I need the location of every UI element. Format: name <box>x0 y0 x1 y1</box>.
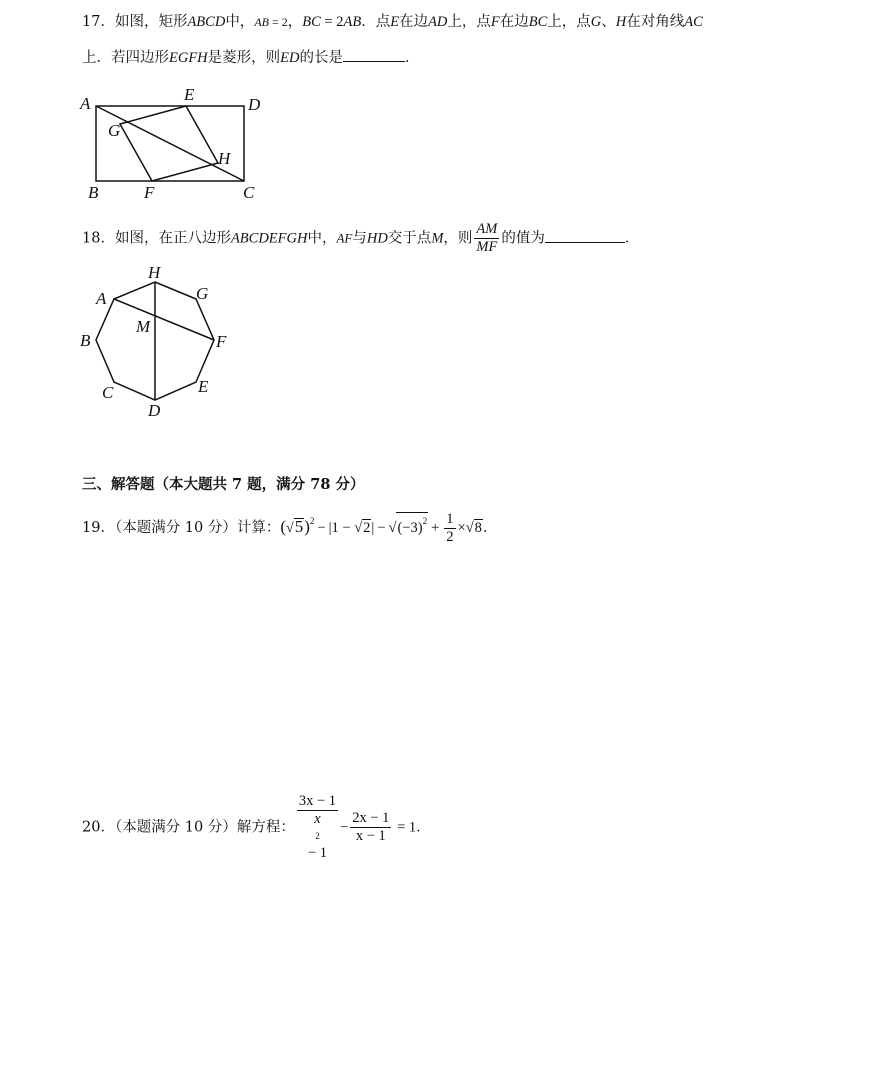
q17-line1: 17．如图，矩形ABCD中，AB = 2，BC = 2AB．点E在边AD上，点F在边BC上，点G、H在对角线AC <box>82 14 703 30</box>
label-E: E <box>184 86 195 104</box>
q20-line: 20．（本题满分 10 分）解方程： 3x − 1 x 2 − 1 − $\frac{2x - 1}{x - 1}$ = 1． <box>82 793 431 861</box>
label-G: G <box>108 121 121 140</box>
label-C: C <box>102 383 114 402</box>
q17-figure-rectangle <box>74 86 284 208</box>
q18-line: 18．如图，在正八边形ABCDEFGH中，AF与HD交于点M，则 $\frac{AM}{MF}$ 的值为 ． <box>82 221 640 255</box>
q19-number: 19． <box>82 520 115 536</box>
q17-number: 17． <box>82 14 115 30</box>
expr-sqrt8: √8 <box>465 520 482 536</box>
label-B: B <box>88 183 99 202</box>
label-C: C <box>243 183 255 202</box>
label-G: G <box>196 284 209 303</box>
expr-sqrt5-squared: (√5) <box>280 517 310 536</box>
fraction-2: $\frac{2x - 1}{x - 1}$ <box>352 810 390 844</box>
label-A: A <box>80 94 91 113</box>
label-E: E <box>198 377 209 396</box>
fraction-half: $\frac{1}{2}$ <box>446 510 454 545</box>
label-A: A <box>96 289 107 308</box>
q20-number: 20． <box>82 819 115 836</box>
q18-number: 18． <box>82 230 115 247</box>
q18-figure-octagon <box>74 262 244 422</box>
fraction-am-mf: $\frac{AM}{MF}$ <box>476 221 498 255</box>
answer-blank <box>343 49 405 62</box>
q19-line: 19．（本题满分 10 分）计算：$(√5)^2 - |1 - √2| - √(-3)^2$ + $\frac{1}{2}$ ×√8． <box>82 510 498 545</box>
label-H: H <box>148 263 161 282</box>
label-D: D <box>148 401 161 420</box>
label-F: F <box>144 183 155 202</box>
expr-sqrt-neg3-squared: $√(-3)^2$ <box>389 520 429 536</box>
q17-line2: 上．若四边形EGFH是菱形，则ED的长是 ． <box>82 50 420 66</box>
label-M: M <box>136 317 151 336</box>
label-D: D <box>248 95 261 114</box>
expr-abs: |1 − √2| <box>328 520 375 536</box>
label-F: F <box>216 332 227 351</box>
label-B: B <box>80 331 91 350</box>
diagonal-ac <box>96 106 244 181</box>
answer-blank <box>545 230 625 243</box>
label-H: H <box>218 149 231 168</box>
fraction-1: 3x − 1 x 2 − 1 <box>298 793 337 861</box>
section-heading: 三、解答题（本大题共 7 题，满分 78 分） <box>82 476 365 493</box>
